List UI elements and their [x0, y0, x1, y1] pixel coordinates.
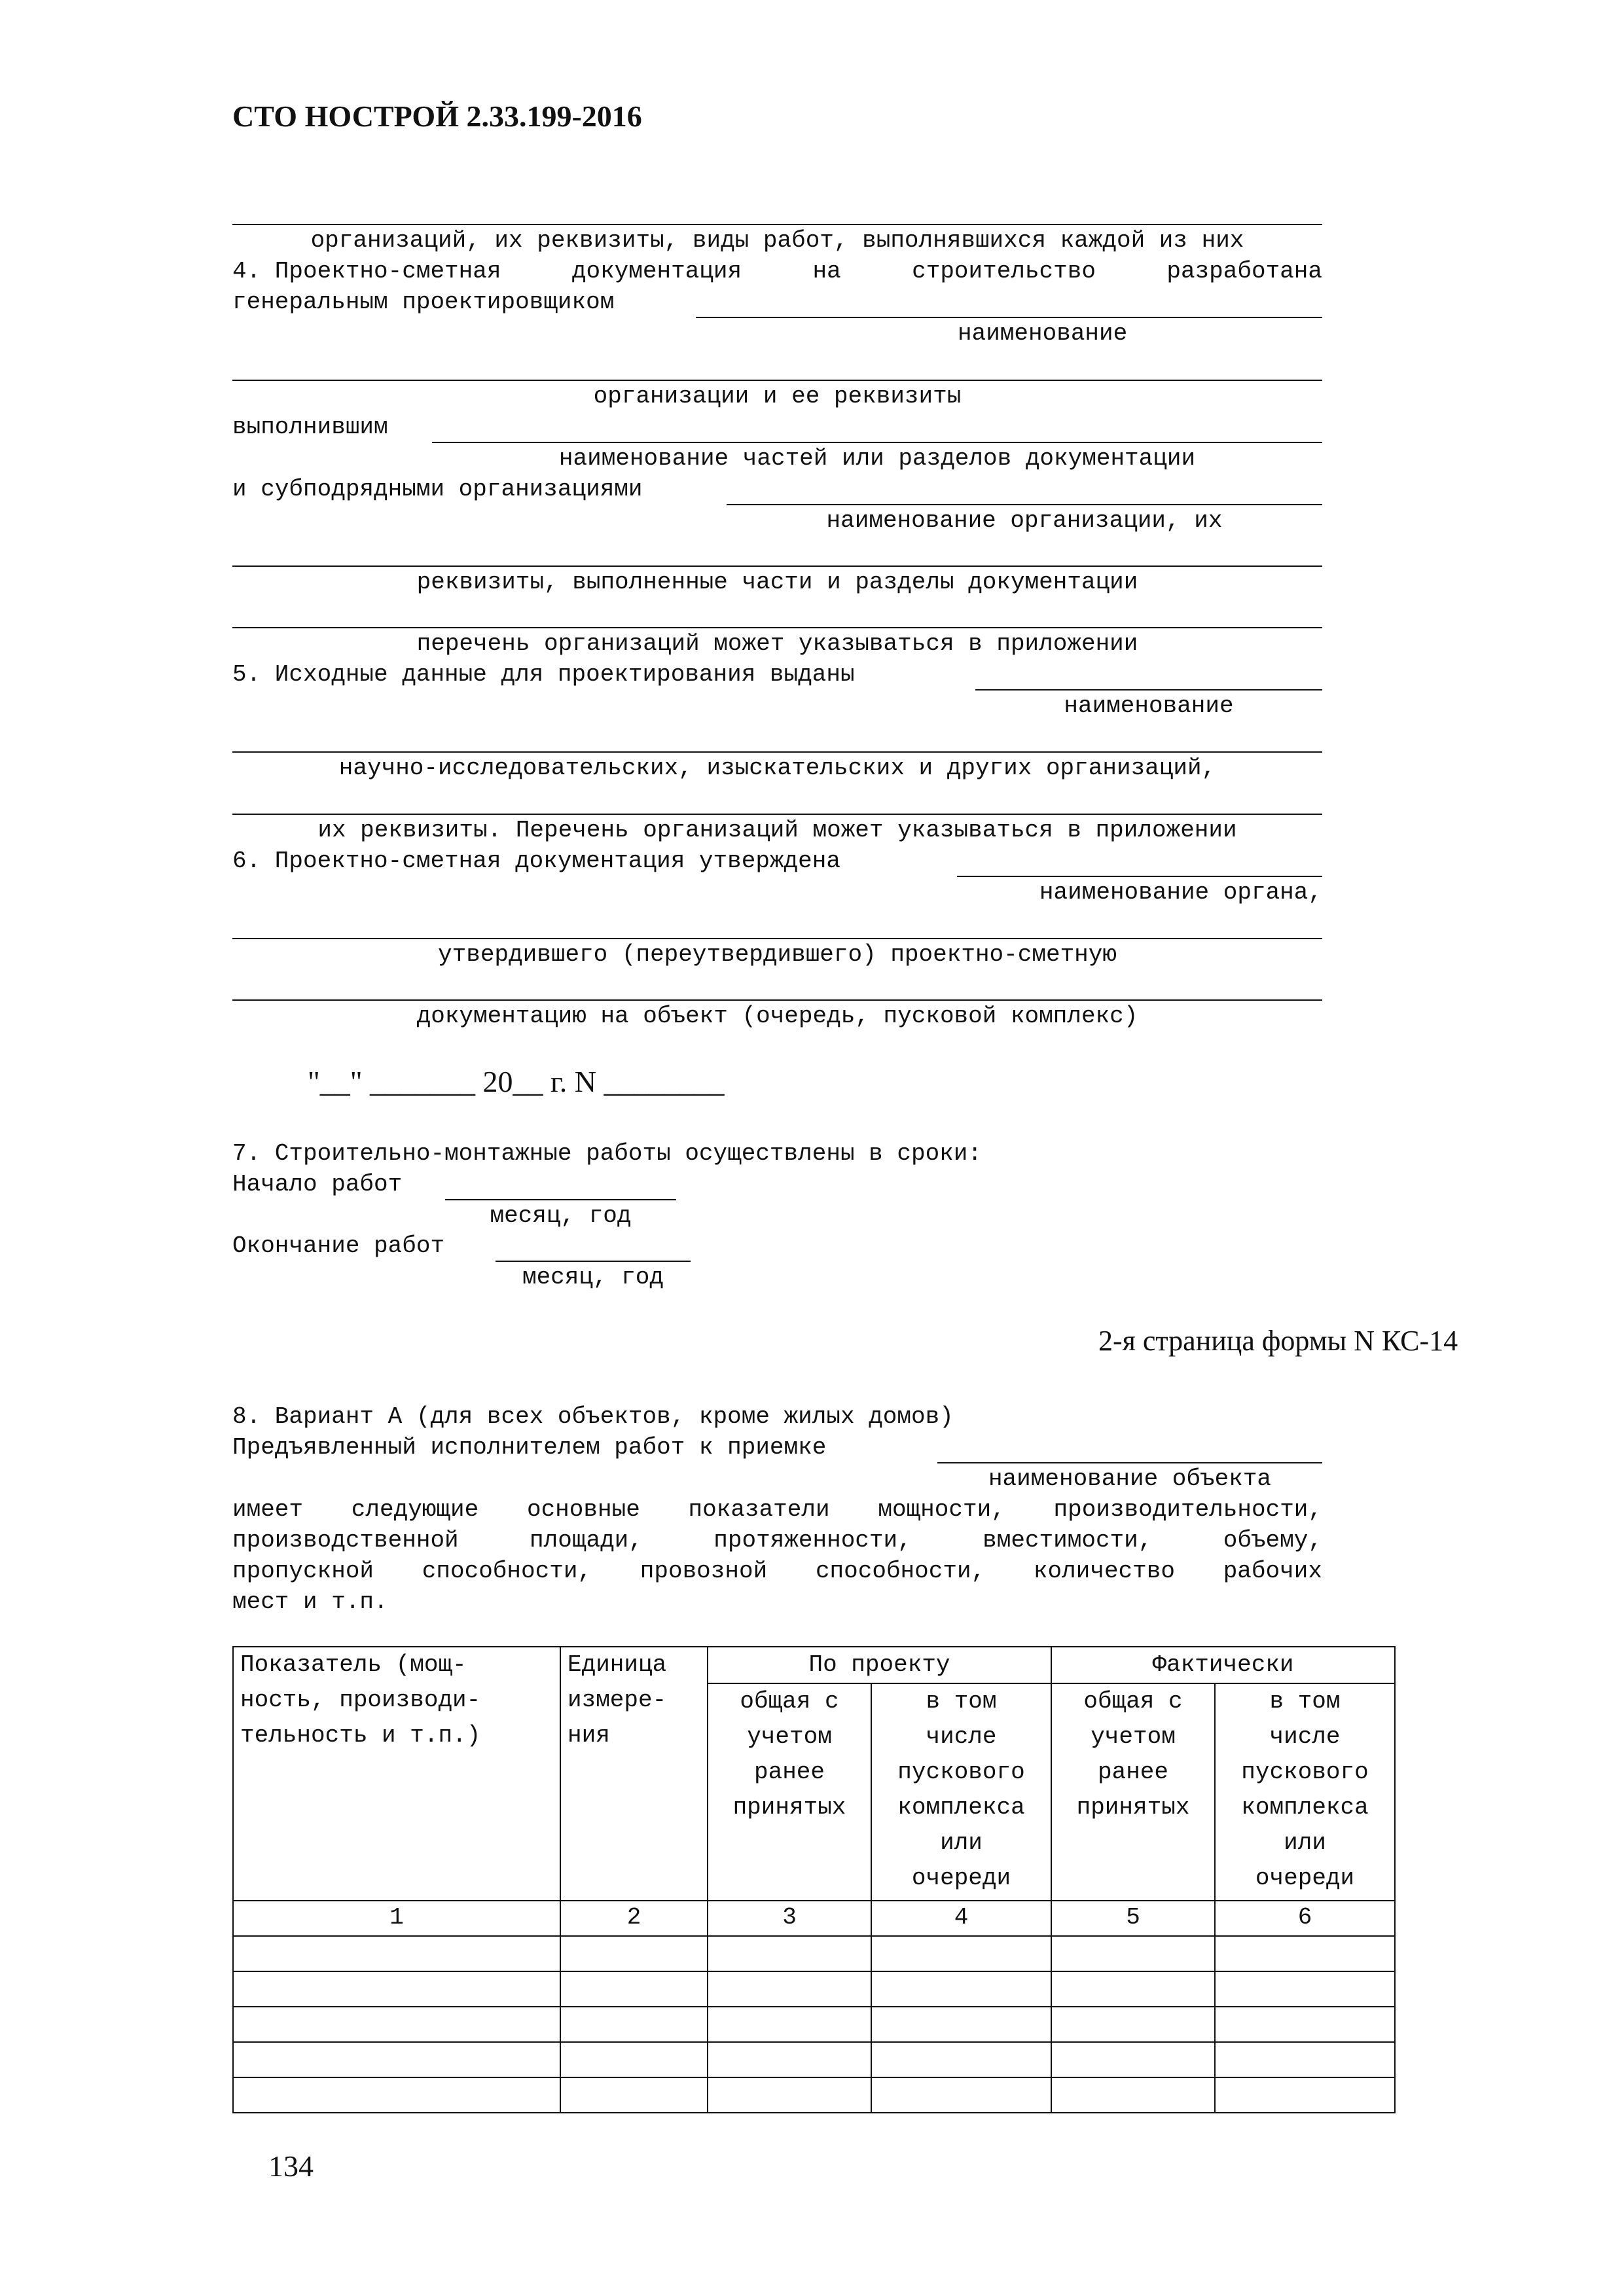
- word: пропускной: [232, 1558, 374, 1585]
- column-number: 5: [1051, 1901, 1215, 1936]
- executed-label: выполнившим: [232, 414, 388, 440]
- word: производственной: [232, 1527, 459, 1554]
- word: 4. Проектно-сметная: [232, 258, 501, 285]
- table-cell: [1215, 2007, 1395, 2042]
- approval-date-number-line: "__" _______ 20__ г. N ________: [308, 1065, 725, 1098]
- word: вместимости,: [983, 1527, 1153, 1554]
- header-actual: Фактически: [1051, 1647, 1395, 1683]
- table-cell: [871, 2077, 1051, 2113]
- word: провозной: [640, 1558, 768, 1585]
- column-number: 2: [560, 1901, 708, 1936]
- item4-line2: генеральным проектировщиком: [232, 289, 615, 315]
- word: имеет: [232, 1496, 304, 1523]
- caption-orgs-works: организаций, их реквизиты, виды работ, выполнявшихся каждой из них: [310, 227, 1244, 254]
- table-row: [233, 2077, 1395, 2113]
- word: разработана: [1166, 258, 1322, 285]
- subheader-total-actual: общая с учетом ранее принятых: [1051, 1683, 1215, 1901]
- caption-object: наименование объекта: [988, 1465, 1272, 1492]
- word: протяженности,: [713, 1527, 912, 1554]
- indicators-row3: [232, 1556, 1322, 1587]
- presented-label: Предъявленный исполнителем работ к приемке: [232, 1434, 827, 1461]
- word: показатели: [688, 1496, 830, 1523]
- indicators-row2: [232, 1525, 1322, 1556]
- subheader-incl-actual: в том числе пускового комплекса или очереди: [1215, 1683, 1395, 1901]
- table-cell: [560, 1936, 708, 1971]
- table-cell: [708, 2077, 871, 2113]
- word: способности,: [815, 1558, 986, 1585]
- word: на: [812, 258, 841, 285]
- table-cell: [233, 2007, 560, 2042]
- start-works-label: Начало работ: [232, 1171, 403, 1198]
- table-cell: [1215, 1971, 1395, 2007]
- table-cell: [1051, 2007, 1215, 2042]
- table-cell: [1215, 2042, 1395, 2077]
- table-cell: [233, 1936, 560, 1971]
- header-by-project: По проекту: [708, 1647, 1051, 1683]
- word: количество: [1033, 1558, 1175, 1585]
- document-code-header: СТО НОСТРОЙ 2.33.199-2016: [232, 99, 642, 133]
- table-cell: [1051, 2077, 1215, 2113]
- header-unit: Единица измере- ния: [560, 1647, 708, 1901]
- indicators-row4: мест и т.п.: [232, 1588, 388, 1615]
- column-number: 6: [1215, 1901, 1395, 1936]
- caption-month-year: месяц, год: [490, 1202, 632, 1229]
- table-cell: [871, 1971, 1051, 2007]
- caption-organ: наименование органа,: [1039, 879, 1322, 906]
- table-cell: [560, 1971, 708, 2007]
- table-cell: [871, 2042, 1051, 2077]
- table-cell: [560, 2007, 708, 2042]
- end-works-label: Окончание работ: [232, 1232, 445, 1259]
- subheader-incl-project: в том числе пускового комплекса или очереди: [871, 1683, 1051, 1901]
- word: рабочих: [1223, 1558, 1322, 1585]
- word: производительности,: [1053, 1496, 1322, 1523]
- table-cell: [560, 2042, 708, 2077]
- caption-month-year-2: месяц, год: [522, 1264, 664, 1291]
- word: строительство: [912, 258, 1096, 285]
- caption-approved: утвердившего (переутвердившего) проектно-сметную: [438, 941, 1117, 968]
- item8-label: 8. Вариант А (для всех объектов, кроме жилых домов): [232, 1403, 954, 1430]
- word: документация: [571, 258, 742, 285]
- table-row: [233, 1971, 1395, 2007]
- header-indicator: Показатель (мощ- ность, производи- тельность и т.п.): [233, 1647, 560, 1901]
- table-cell: [871, 2007, 1051, 2042]
- caption-req-annex: их реквизиты. Перечень организаций может указываться в приложении: [317, 817, 1237, 844]
- caption-req-parts: реквизиты, выполненные части и разделы документации: [416, 569, 1138, 596]
- table-cell: [233, 1971, 560, 2007]
- item5-label: 5. Исходные данные для проектирования выданы: [232, 661, 855, 688]
- table-cell: [708, 1971, 871, 2007]
- item4-line1: [232, 256, 1322, 287]
- caption-docs: документацию на объект (очередь, пусковой комплекс): [416, 1003, 1138, 1030]
- table-cell: [560, 2077, 708, 2113]
- column-number: 4: [871, 1901, 1051, 1936]
- caption-name-orgs: наименование организации, их: [826, 507, 1223, 534]
- table-cell: [233, 2077, 560, 2113]
- table-cell: [1051, 2042, 1215, 2077]
- table-cell: [1051, 1936, 1215, 1971]
- caption-research: научно-исследовательских, изыскательских и других организаций,: [338, 755, 1216, 781]
- table-cell: [871, 1936, 1051, 1971]
- caption-parts: наименование частей или разделов документации: [558, 445, 1196, 472]
- word: основные: [526, 1496, 640, 1523]
- item7-label: 7. Строительно-монтажные работы осуществлены в сроки:: [232, 1140, 982, 1167]
- table-cell: [708, 2042, 871, 2077]
- word: мощности,: [878, 1496, 1005, 1523]
- table-row: [233, 1936, 1395, 1971]
- word: способности,: [422, 1558, 592, 1585]
- caption-name-5: наименование: [1064, 692, 1234, 719]
- table-row: [233, 2007, 1395, 2042]
- word: следующие: [351, 1496, 479, 1523]
- word: объему,: [1223, 1527, 1322, 1554]
- word: площади,: [530, 1527, 643, 1554]
- subheader-total-project: общая с учетом ранее принятых: [708, 1683, 871, 1901]
- caption-list-annex: перечень организаций может указываться в приложении: [416, 630, 1138, 657]
- table-cell: [1215, 1936, 1395, 1971]
- column-number: 1: [233, 1901, 560, 1936]
- table-row: [233, 2042, 1395, 2077]
- table-cell: [1215, 2077, 1395, 2113]
- column-number: 3: [708, 1901, 871, 1936]
- indicators-table: [232, 1646, 1396, 2113]
- table-cell: [708, 2007, 871, 2042]
- indicators-row1: [232, 1494, 1322, 1525]
- caption-name: наименование: [958, 320, 1128, 347]
- table-cell: [708, 1936, 871, 1971]
- page-number: 134: [268, 2149, 314, 2183]
- item6-label: 6. Проектно-сметная документация утверждена: [232, 848, 840, 874]
- form-page-label: 2-я страница формы N КС-14: [1098, 1325, 1458, 1357]
- table-cell: [1051, 1971, 1215, 2007]
- table-cell: [233, 2042, 560, 2077]
- subcontractors-label: и субподрядными организациями: [232, 476, 643, 503]
- caption-org-req: организации и ее реквизиты: [593, 383, 962, 410]
